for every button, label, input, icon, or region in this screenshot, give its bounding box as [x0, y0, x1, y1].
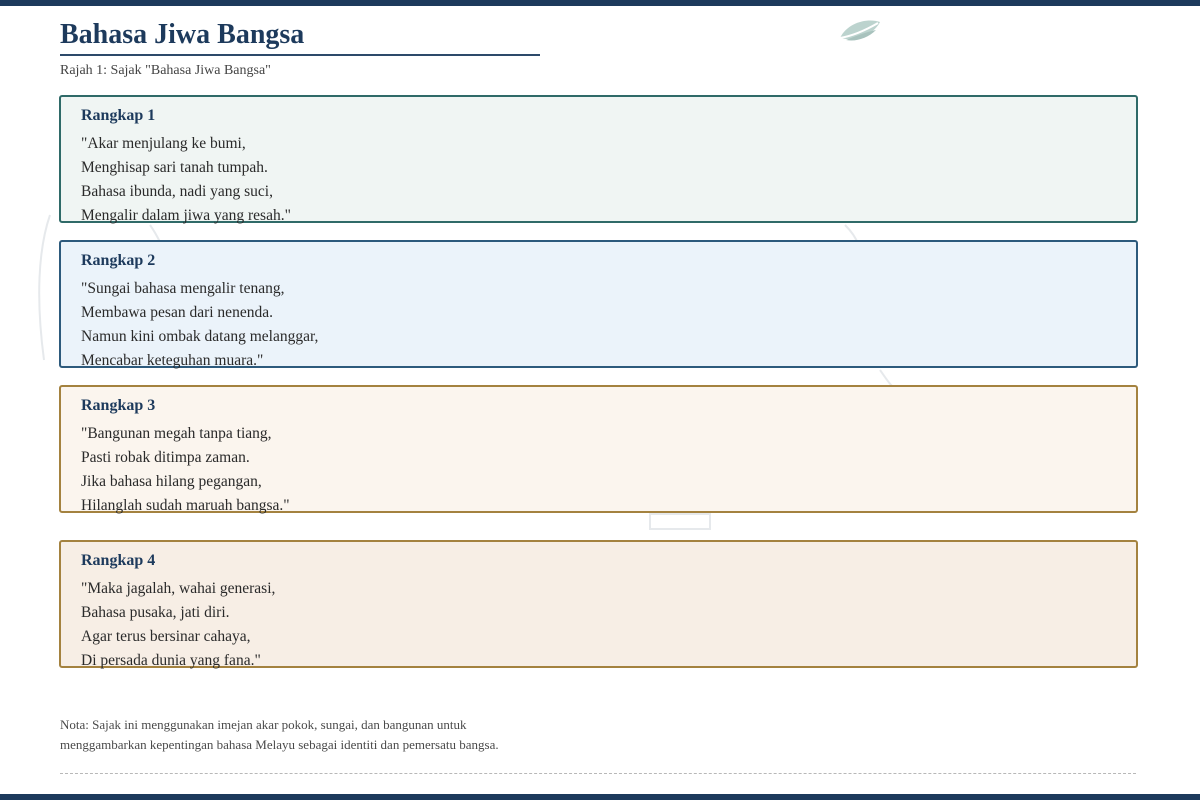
- poem-line: Bahasa ibunda, nadi yang suci,: [81, 183, 273, 200]
- poem-line: "Bangunan megah tanpa tiang,: [81, 425, 272, 442]
- stanza-heading: Rangkap 4: [81, 552, 156, 569]
- poem-title: Bahasa Jiwa Bangsa: [60, 19, 305, 50]
- poem-line: Bahasa pusaka, jati diri.: [81, 604, 230, 621]
- stanza-card-4: [59, 540, 1138, 668]
- poem-line: "Sungai bahasa mengalir tenang,: [81, 280, 285, 297]
- footnote-line: menggambarkan kepentingan bahasa Melayu sebagai identiti dan pemersatu bangsa.: [60, 737, 499, 752]
- poem-line: Di persada dunia yang fana.": [81, 652, 261, 669]
- stanza-text: [81, 132, 291, 228]
- footnote: [60, 715, 580, 755]
- footnote-line: Nota: Sajak ini menggunakan imejan akar pokok, sungai, dan bangunan untuk: [60, 717, 467, 732]
- poem-line: "Akar menjulang ke bumi,: [81, 135, 246, 152]
- leaf-icon: [838, 18, 882, 44]
- poem-line: Jika bahasa hilang pegangan,: [81, 473, 262, 490]
- poem-line: Mengalir dalam jiwa yang resah.": [81, 207, 291, 224]
- stanza-text: [81, 277, 318, 373]
- poem-line: Pasti robak ditimpa zaman.: [81, 449, 250, 466]
- stanza-heading: Rangkap 2: [81, 252, 156, 269]
- stanza-text: [81, 577, 275, 673]
- stanza-heading: Rangkap 3: [81, 397, 156, 414]
- stanza-card-2: [59, 240, 1138, 368]
- poem-line: Mencabar keteguhan muara.": [81, 352, 264, 369]
- poem-line: Menghisap sari tanah tumpah.: [81, 159, 268, 176]
- stanza-card-3: [59, 385, 1138, 513]
- figure-caption: Rajah 1: Sajak "Bahasa Jiwa Bangsa": [60, 63, 271, 78]
- stanza-card-1: [59, 95, 1138, 223]
- poem-line: Agar terus bersinar cahaya,: [81, 628, 251, 645]
- poem-line: "Maka jagalah, wahai generasi,: [81, 580, 276, 597]
- poem-line: Membawa pesan dari nenenda.: [81, 304, 273, 321]
- poem-line: Hilanglah sudah maruah bangsa.": [81, 497, 290, 514]
- bottom-accent-bar: [0, 794, 1200, 800]
- dashed-divider: [60, 773, 1136, 774]
- poem-line: Namun kini ombak datang melanggar,: [81, 328, 319, 345]
- top-accent-bar: [0, 0, 1200, 6]
- title-underline: [60, 54, 540, 56]
- stanza-heading: Rangkap 1: [81, 107, 156, 124]
- stanza-text: [81, 422, 290, 518]
